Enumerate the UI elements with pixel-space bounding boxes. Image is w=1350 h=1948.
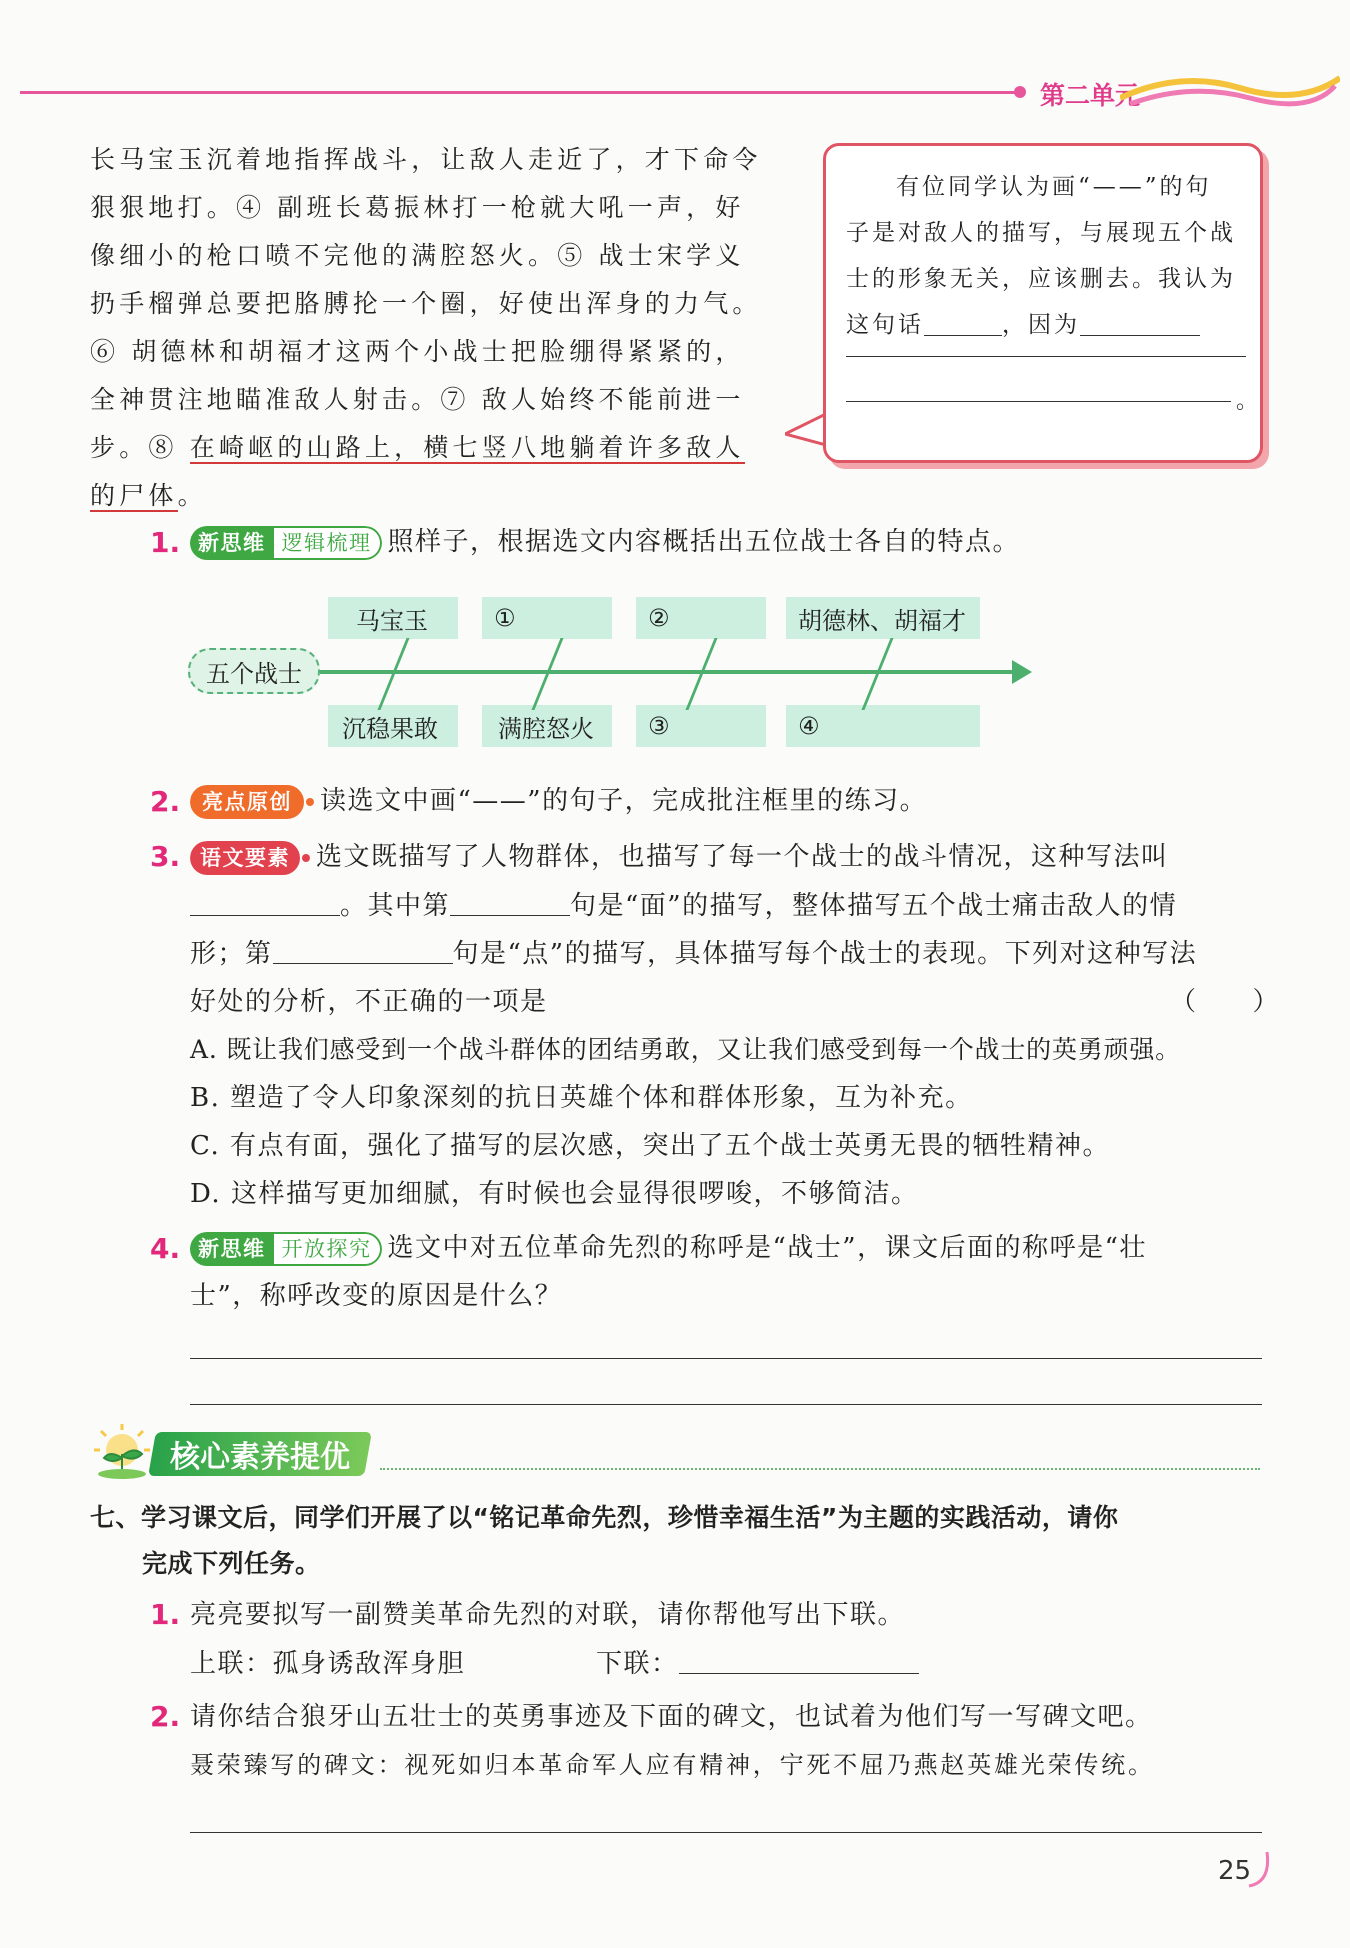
fishbone-top-box: 马宝玉 [328, 597, 458, 639]
fishbone-bone [531, 638, 563, 710]
header-rule [20, 91, 1020, 94]
question-3-line [190, 833, 1169, 881]
callout-line: 子是对敌人的描写，与展现五个战 [846, 220, 1236, 246]
option-d[interactable]: D. 这样描写更加细腻，有时候也会显得很啰唆，不够简洁。 [190, 1179, 919, 1209]
answer-parentheses[interactable]: （ ） [1170, 987, 1281, 1017]
question-3-line: 好处的分析，不正确的一项是 [190, 987, 548, 1017]
answer-blank[interactable] [190, 890, 340, 916]
question-4-line [190, 1224, 1147, 1272]
question-2 [190, 777, 927, 825]
answer-line[interactable] [846, 401, 1231, 402]
question-number: 2. [150, 785, 181, 818]
underlined-sentence-end: 的尸体 [90, 481, 178, 510]
callout-line [846, 302, 1246, 348]
fishbone-top-box[interactable]: ① [482, 597, 612, 639]
couplet-lower [596, 1640, 919, 1688]
header-swoosh-icon [1120, 70, 1340, 120]
question-number: 4. [150, 1232, 181, 1265]
section-title-text: 核心素养提优 [170, 1440, 350, 1475]
tag-original [190, 785, 314, 819]
answer-line[interactable] [846, 356, 1246, 357]
couplet-upper: 上联：孤身诱敌浑身胆 [190, 1649, 466, 1679]
passage-line: ⑥ 胡德林和胡福才这两个小战士把脸绷得紧紧的， [90, 337, 745, 366]
question-text: 句是“面”的描写，整体描写五个战士痛击敌人的情 [570, 891, 1178, 921]
question-text: 选文既描写了人物群体，也描写了每一个战士的战斗情况，这种写法叫 [316, 842, 1169, 872]
passage-line: 扔手榴弹总要把胳膊抡一个圈，好使出浑身的力气。 [90, 289, 762, 318]
fishbone-bottom-box: 满腔怒火 [482, 705, 612, 747]
fishbone-bone [377, 638, 409, 710]
section-title [148, 1432, 372, 1476]
tag-sublabel: 逻辑梳理 [274, 526, 382, 560]
question-number: 3. [150, 840, 181, 873]
question-text: 照样子，根据选文内容概括出五位战士各自的特点。 [387, 527, 1021, 557]
answer-blank[interactable] [1080, 310, 1200, 336]
tag-language-element [190, 841, 310, 875]
fishbone-bottom-box[interactable]: ④ [786, 705, 980, 747]
tag-label: 新思维 [190, 1232, 274, 1266]
question-1 [190, 518, 1020, 566]
annotation-box [823, 143, 1263, 463]
tag-label: 新思维 [190, 526, 274, 560]
tag-new-thinking [190, 526, 382, 560]
fishbone-top-box: 胡德林、胡福才 [786, 597, 980, 639]
tag-label: 语文要素 [190, 841, 300, 875]
couplet-lower-label: 下联： [596, 1649, 679, 1679]
tag-dot [306, 798, 314, 806]
passage-line: 全神贯注地瞄准敌人射击。⑦ 敌人始终不能前进一 [90, 385, 745, 414]
passage-line: 狠狠地打。④ 副班长葛振林打一枪就大吼一声，好 [90, 193, 745, 222]
fishbone-arrowhead [1012, 660, 1032, 684]
answer-blank[interactable] [924, 310, 1002, 336]
question-text: 读选文中画“——”的句子，完成批注框里的练习。 [320, 786, 928, 816]
question-7: 七、学习课文后，同学们开展了以“铭记革命先烈，珍惜幸福生活”为主题的实践活动，请你 [90, 1503, 1119, 1532]
page-number: 25 [1218, 1856, 1252, 1886]
section-rule [380, 1468, 1260, 1470]
passage-text: 步。⑧ [90, 433, 190, 462]
answer-line[interactable] [190, 1358, 1262, 1359]
question-text: 句是“点”的描写，具体描写每个战士的表现。下列对这种写法 [452, 939, 1198, 969]
header-dot [1014, 86, 1026, 98]
passage-text: 。 [177, 481, 207, 510]
fishbone-bone [861, 638, 893, 710]
question-7-line: 完成下列任务。 [142, 1549, 321, 1578]
passage-line [90, 424, 760, 472]
passage-line: 长马宝玉沉着地指挥战斗，让敌人走近了，才下命令 [90, 145, 762, 174]
question-number: 1. [150, 1598, 181, 1631]
fishbone-top-box[interactable]: ② [636, 597, 766, 639]
inscription-text: 聂荣臻写的碑文：视死如归本革命军人应有精神，宁死不屈乃燕赵英雄光荣传统。 [190, 1751, 1155, 1779]
answer-line[interactable] [190, 1404, 1262, 1405]
reading-passage [90, 136, 760, 520]
question-text: 。其中第 [340, 891, 451, 921]
sprout-icon [92, 1424, 152, 1480]
option-a[interactable]: A. 既让我们感受到一个战斗群体的团结勇敢，又让我们感受到每一个战士的英勇顽强。 [190, 1035, 1181, 1064]
question-number: 1. [150, 526, 181, 559]
callout-line: 有位同学认为画“——”的句 [896, 174, 1212, 200]
passage-line [90, 472, 760, 520]
callout-text: 这句话 [846, 312, 924, 338]
unit-title: 第二单元 [1040, 81, 1141, 110]
answer-blank[interactable] [679, 1648, 919, 1674]
tag-sublabel: 开放探究 [274, 1232, 382, 1266]
subquestion-2: 请你结合狼牙山五壮士的英勇事迹及下面的碑文，也试着为他们写一写碑文吧。 [190, 1702, 1153, 1732]
callout-text: ，因为 [1002, 312, 1080, 338]
answer-blank[interactable] [273, 938, 453, 964]
question-3-line [190, 882, 1177, 930]
answer-blank[interactable] [450, 890, 570, 916]
question-4-line: 士”，称呼改变的原因是什么？ [190, 1281, 563, 1311]
tag-new-thinking [190, 1232, 382, 1266]
fishbone-bottom-box: 沉稳果敢 [328, 705, 458, 747]
subquestion-1: 亮亮要拟写一副赞美革命先烈的对联，请你帮他写出下联。 [190, 1600, 906, 1630]
fishbone-spine [320, 670, 1020, 674]
page-curl-icon [1245, 1848, 1275, 1888]
tag-label: 亮点原创 [190, 785, 304, 819]
question-text: 选文中对五位革命先烈的称呼是“战士”，课文后面的称呼是“壮 [387, 1233, 1147, 1263]
fishbone-root: 五个战士 [188, 648, 320, 694]
callout-line: 士的形象无关，应该删去。我认为 [846, 266, 1236, 292]
fishbone-bottom-box[interactable]: ③ [636, 705, 766, 747]
answer-line[interactable] [190, 1832, 1262, 1833]
tag-dot [302, 854, 310, 862]
question-number: 2. [150, 1700, 181, 1733]
option-b[interactable]: B. 塑造了令人印象深刻的抗日英雄个体和群体形象，互为补充。 [190, 1083, 973, 1113]
fishbone-bone [685, 638, 717, 710]
callout-period: 。 [1236, 389, 1259, 414]
question-3-line [190, 930, 1197, 978]
question-text: 形；第 [190, 939, 273, 969]
underlined-sentence: 在崎岖的山路上，横七竖八地躺着许多敌人 [189, 433, 745, 462]
passage-line: 像细小的枪口喷不完他的满腔怒火。⑤ 战士宋学义 [90, 241, 745, 270]
option-c[interactable]: C. 有点有面，强化了描写的层次感，突出了五个战士英勇无畏的牺牲精神。 [190, 1131, 1110, 1161]
